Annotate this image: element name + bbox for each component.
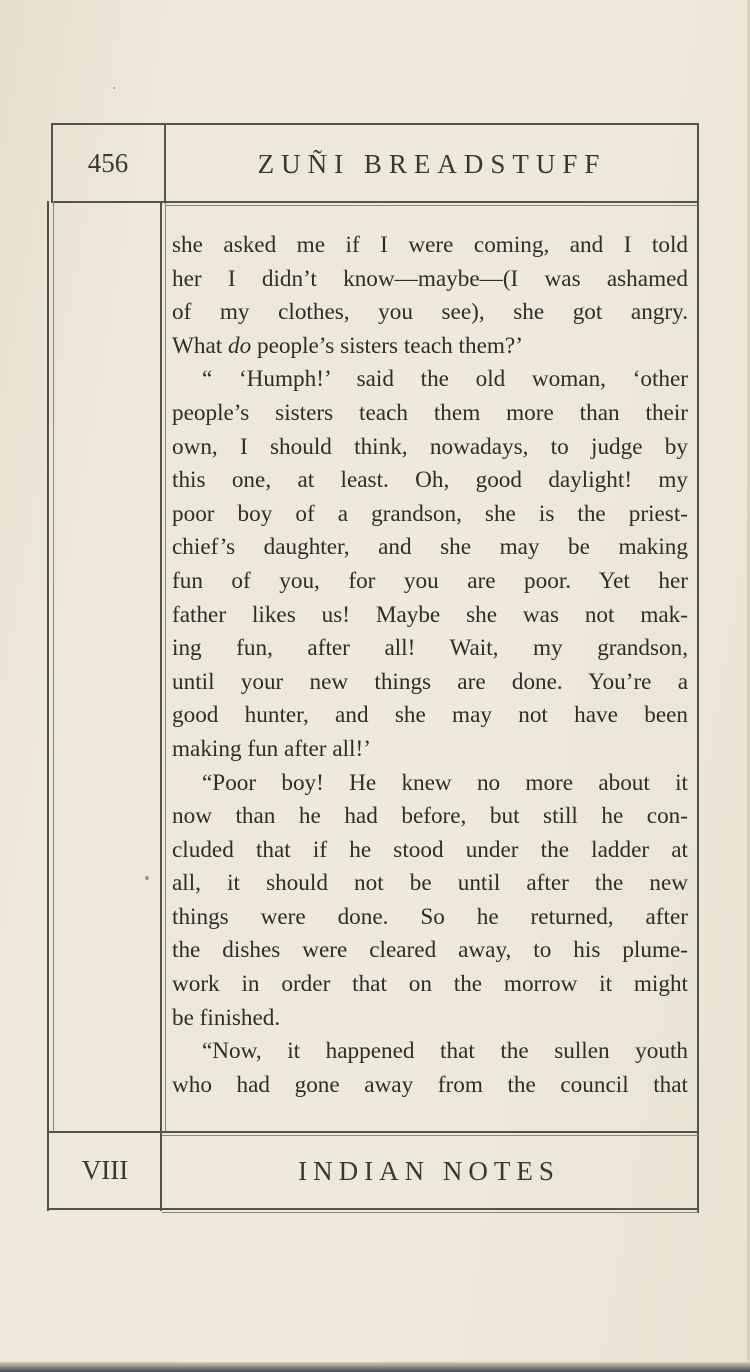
page-bottom-edge xyxy=(0,1362,750,1372)
italic-word: do xyxy=(228,332,252,359)
series-title: INDIAN NOTES xyxy=(298,1156,560,1186)
frame-right-rule xyxy=(697,123,699,1213)
text-line: her I didn’t know—maybe—(I was ashamed xyxy=(172,265,688,292)
text-line: the dishes were cleared away, to his plume- xyxy=(172,937,688,964)
text-line: ing fun, after all! Wait, my grandson, xyxy=(172,635,688,662)
text-line: “Poor boy! He knew no more about it xyxy=(202,769,688,796)
text-line: who had gone away from the council that xyxy=(172,1071,688,1098)
frame-bottom-rule-2 xyxy=(162,1212,698,1213)
text-line: until your new things are done. You’re a xyxy=(172,668,688,695)
text-line: she asked me if I were coming, and I told xyxy=(172,232,688,258)
frame-inner-left-rule-a xyxy=(53,201,54,1131)
text-line: now than he had before, but still he con- xyxy=(172,803,688,830)
text-line: chief’s daughter, and she may be making xyxy=(172,534,688,561)
text-line: this one, at least. Oh, good daylight! my xyxy=(172,467,688,494)
text-line: people’s sisters teach them more than their xyxy=(172,399,688,426)
text-line: work in order that on the morrow it might xyxy=(172,971,688,998)
page-number: 456 xyxy=(87,148,129,178)
text-line: “Now, it happened that the sullen youth xyxy=(202,1038,688,1065)
text-line: good hunter, and she may not have been xyxy=(172,702,688,729)
paper-speck xyxy=(145,876,149,880)
text-line: “ ‘Humph!’ said the old woman, ‘other xyxy=(202,366,688,393)
text-line: poor boy of a grandson, she is the priest- xyxy=(172,500,688,527)
text-line: cluded that if he stood under the ladder at xyxy=(172,836,688,863)
text-segment: What xyxy=(172,332,229,359)
frame-header-bottom-rule-2 xyxy=(166,205,698,206)
series-number: VIII xyxy=(81,1155,129,1185)
text-line-italic xyxy=(172,330,688,364)
frame-left-rule-lower xyxy=(47,201,49,1211)
paper-speck xyxy=(113,87,115,89)
frame-column-divider xyxy=(160,201,162,1211)
text-line: father likes us! Maybe she was not mak- xyxy=(172,601,688,628)
frame-bottom-rule xyxy=(47,1208,699,1210)
text-line: fun of you, for you are poor. Yet her xyxy=(172,567,688,594)
text-line: making fun after all!’ xyxy=(172,735,371,762)
text-line: be finished. xyxy=(172,1004,281,1031)
text-line: all, it should not be until after the new xyxy=(172,870,688,897)
text-line: own, I should think, nowadays, to judge by xyxy=(172,433,688,460)
running-title: ZUÑI BREADSTUFF xyxy=(257,149,607,179)
body-text xyxy=(172,229,688,1102)
text-line: things were done. So he returned, after xyxy=(172,903,688,930)
frame-column-divider-inner xyxy=(165,203,166,1133)
text-segment: people’s sisters teach them?’ xyxy=(251,332,523,359)
text-line: of my clothes, you see), she got angry. xyxy=(172,299,688,326)
